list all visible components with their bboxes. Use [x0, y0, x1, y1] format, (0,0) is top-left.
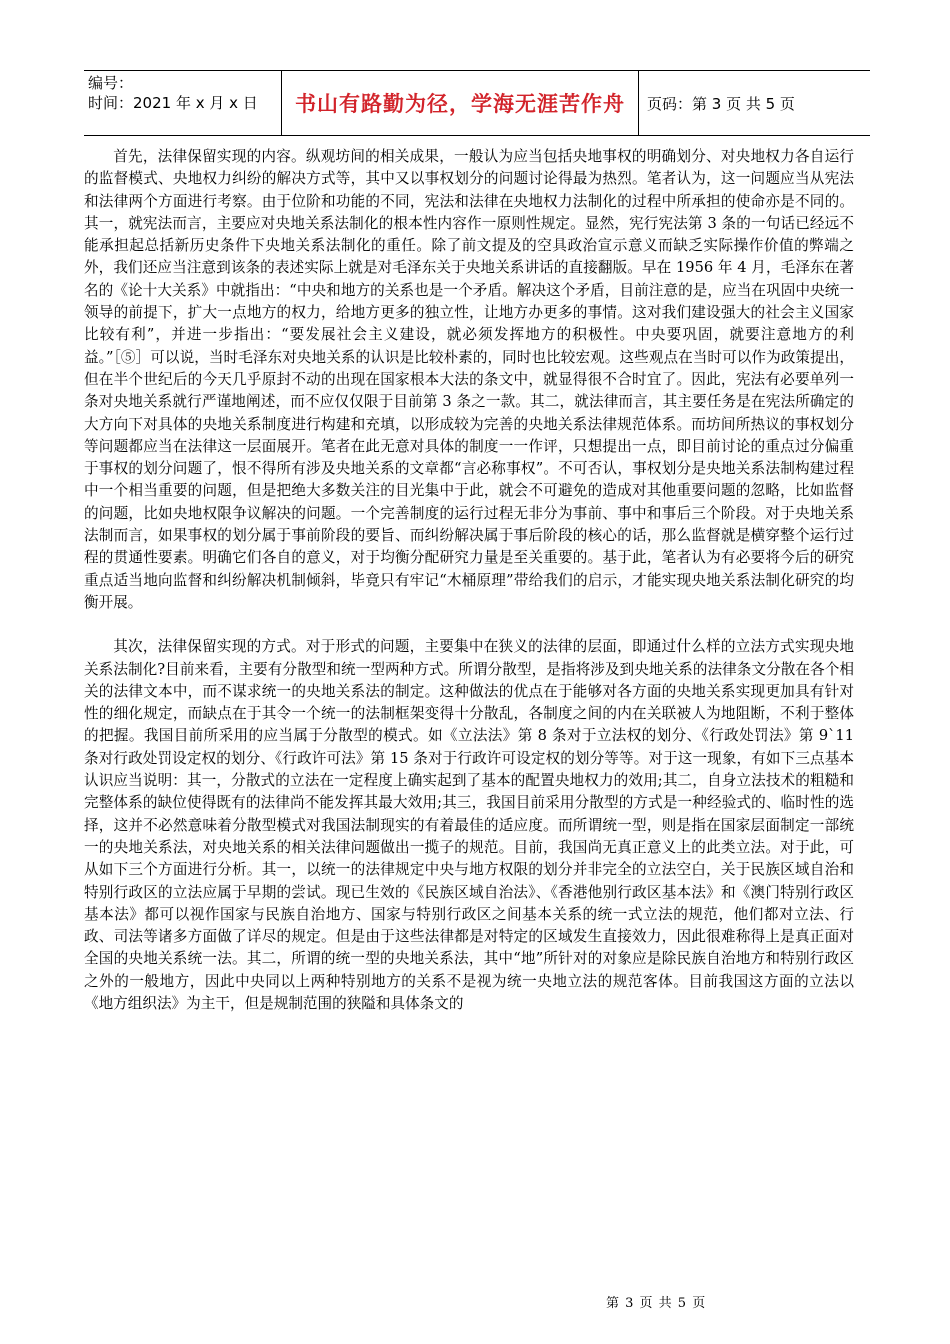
header-meta	[84, 71, 282, 135]
page-header	[84, 70, 870, 136]
header-page-number: 页码：第 3 页 共 5 页	[647, 94, 795, 113]
document-body	[84, 146, 854, 1015]
body-paragraph: 首先，法律保留实现的内容。纵观坊间的相关成果，一般认为应当包括央地事权的明确划分、对央地权力各自运行的监督模式、央地权力纠纷的解决方式等，其中又以事权划分的问题讨论得最为热烈。笔者认为，这一问题应当从宪法和法律两个方面进行考察。由于位阶和功能的不同，宪法和法律在央地权力法制化的过程中所承担的使命亦是不同的。其一，就宪法而言，主要应对央地关系法制化的根本性内容作一原则性规定。显然，宪行宪法第 3 条的一句话已经远不能承担起总括新历史条件下央地关系法制化的重任。除了前文提及的空具政治宣示意义而缺乏实际操作价值的弊端之外，我们还应当注意到该条的表述实际上就是对毛泽东关于央地关系讲话的直接翻版。早在 1956 年 4 月，毛泽东在著名的《论十大关系》中就指出：“中央和地方的关系也是一个矛盾。解决这个矛盾，目前注意的是，应当在巩固中央统一领导的前提下，扩大一点地方的权力，给地方更多的独立性，让地方办更多的事情。这对我们建设强大的社会主义国家比较有利”，并进一步指出：“要发展社会主义建设，就必须发挥地方的积极性。中央要巩固，就要注意地方的利益。”［⑤］可以说，当时毛泽东对央地关系的认识是比较朴素的，同时也比较宏观。这些观点在当时可以作为政策提出，但在半个世纪后的今天几乎原封不动的出现在国家根本大法的条文中，就显得很不合时宜了。因此，宪法有必要单列一条对央地关系就行严谨地阐述，而不应仅仅限于目前第 3 条之一款。其二，就法律而言，其主要任务是在宪法所确定的大方向下对具体的央地关系制度进行构建和充填，以形成较为完善的央地关系法律规范体系。而坊间所热议的事权划分等问题都应当在法律这一层面展开。笔者在此无意对具体的制度一一作评，只想提出一点，即目前讨论的重点过分偏重于事权的划分问题了，恨不得所有涉及央地关系的文章都“言必称事权”。不可否认，事权划分是央地关系法制构建过程中一个相当重要的问题，但是把绝大多数关注的目光集中于此，就会不可避免的造成对其他重要问题的忽略，比如监督的问题，比如央地权限争议解决的问题。一个完善制度的运行过程无非分为事前、事中和事后三个阶段。对于央地关系法制而言，如果事权的划分属于事前阶段的要旨、而纠纷解决属于事后阶段的核心的话，那么监督就是横穿整个运行过程的贯通性要素。明确它们各自的意义，对于均衡分配研究力量是至关重要的。基于此，笔者认为有必要将今后的研究重点适当地向监督和纠纷解决机制倾斜，毕竟只有牢记“木桶原理”带给我们的启示，才能实现央地关系法制化研究的均衡开展。	[84, 148, 854, 611]
document-number: 编号：	[88, 74, 134, 92]
document-date: 时间：2021 年 x 月 x 日	[88, 94, 258, 112]
header-motto: 书山有路勤为径，学海无涯苦作舟	[282, 71, 639, 135]
body-paragraph: 其次，法律保留实现的方式。对于形式的问题，主要集中在狭义的法律的层面，即通过什么样的立法方式实现央地关系法制化?目前来看，主要有分散型和统一型两种方式。所谓分散型，是指将涉及到央地关系的法律条文分散在各个相关的法律文本中，而不谋求统一的央地关系法的制定。这种做法的优点在于能够对各方面的央地关系实现更加具有针对性的细化规定，而缺点在于其令一个统一的法制框架变得十分散乱，各制度之间的内在关联被人为地阻断，不利于整体的把握。我国目前所采用的应当属于分散型的模式。如《立法法》第 8 条对于立法权的划分、《行政处罚法》第 9`11 条对行政处罚设定权的划分、《行政许可法》第 15 条对于行政许可设定权的划分等等。对于这一现象，有如下三点基本认识应当说明：其一，分散式的立法在一定程度上确实起到了基本的配置央地权力的效用;其二，自身立法技术的粗糙和完整体系的缺位使得既有的法律尚不能发挥其最大效用;其三，我国目前采用分散型的方式是一种经验式的、临时性的选择，这并不必然意味着分散型模式对我国法制现实的有着最佳的适应度。而所谓统一型，则是指在国家层面制定一部统一的央地关系法，对央地关系的相关法律问题做出一揽子的规范。目前，我国尚无真正意义上的此类立法。对于此，可从如下三个方面进行分析。其一，以统一的法律规定中央与地方权限的划分并非完全的立法空白，关于民族区域自治和特别行政区的立法应属于早期的尝试。现已生效的《民族区域自治法》、《香港他别行政区基本法》和《澳门特别行政区基本法》都可以视作国家与民族自治地方、国家与特别行政区之间基本关系的统一式立法的规范，他们都对立法、行政、司法等诸多方面做了详尽的规定。但是由于这些法律都是对特定的区域发生直接效力，因此很难称得上是真正面对全国的央地关系统一法。其二，所谓的统一型的央地关系法，其中“地”所针对的对象应是除民族自治地方和特别行政区之外的一般地方，因此中央同以上两种特别地方的关系不是视为统一央地立法的规范客体。目前我国这方面的立法以《地方组织法》为主干，但是规制范围的狭隘和具体条文的	[84, 638, 854, 1012]
page-footer: 第 3 页 共 5 页	[606, 1296, 707, 1311]
